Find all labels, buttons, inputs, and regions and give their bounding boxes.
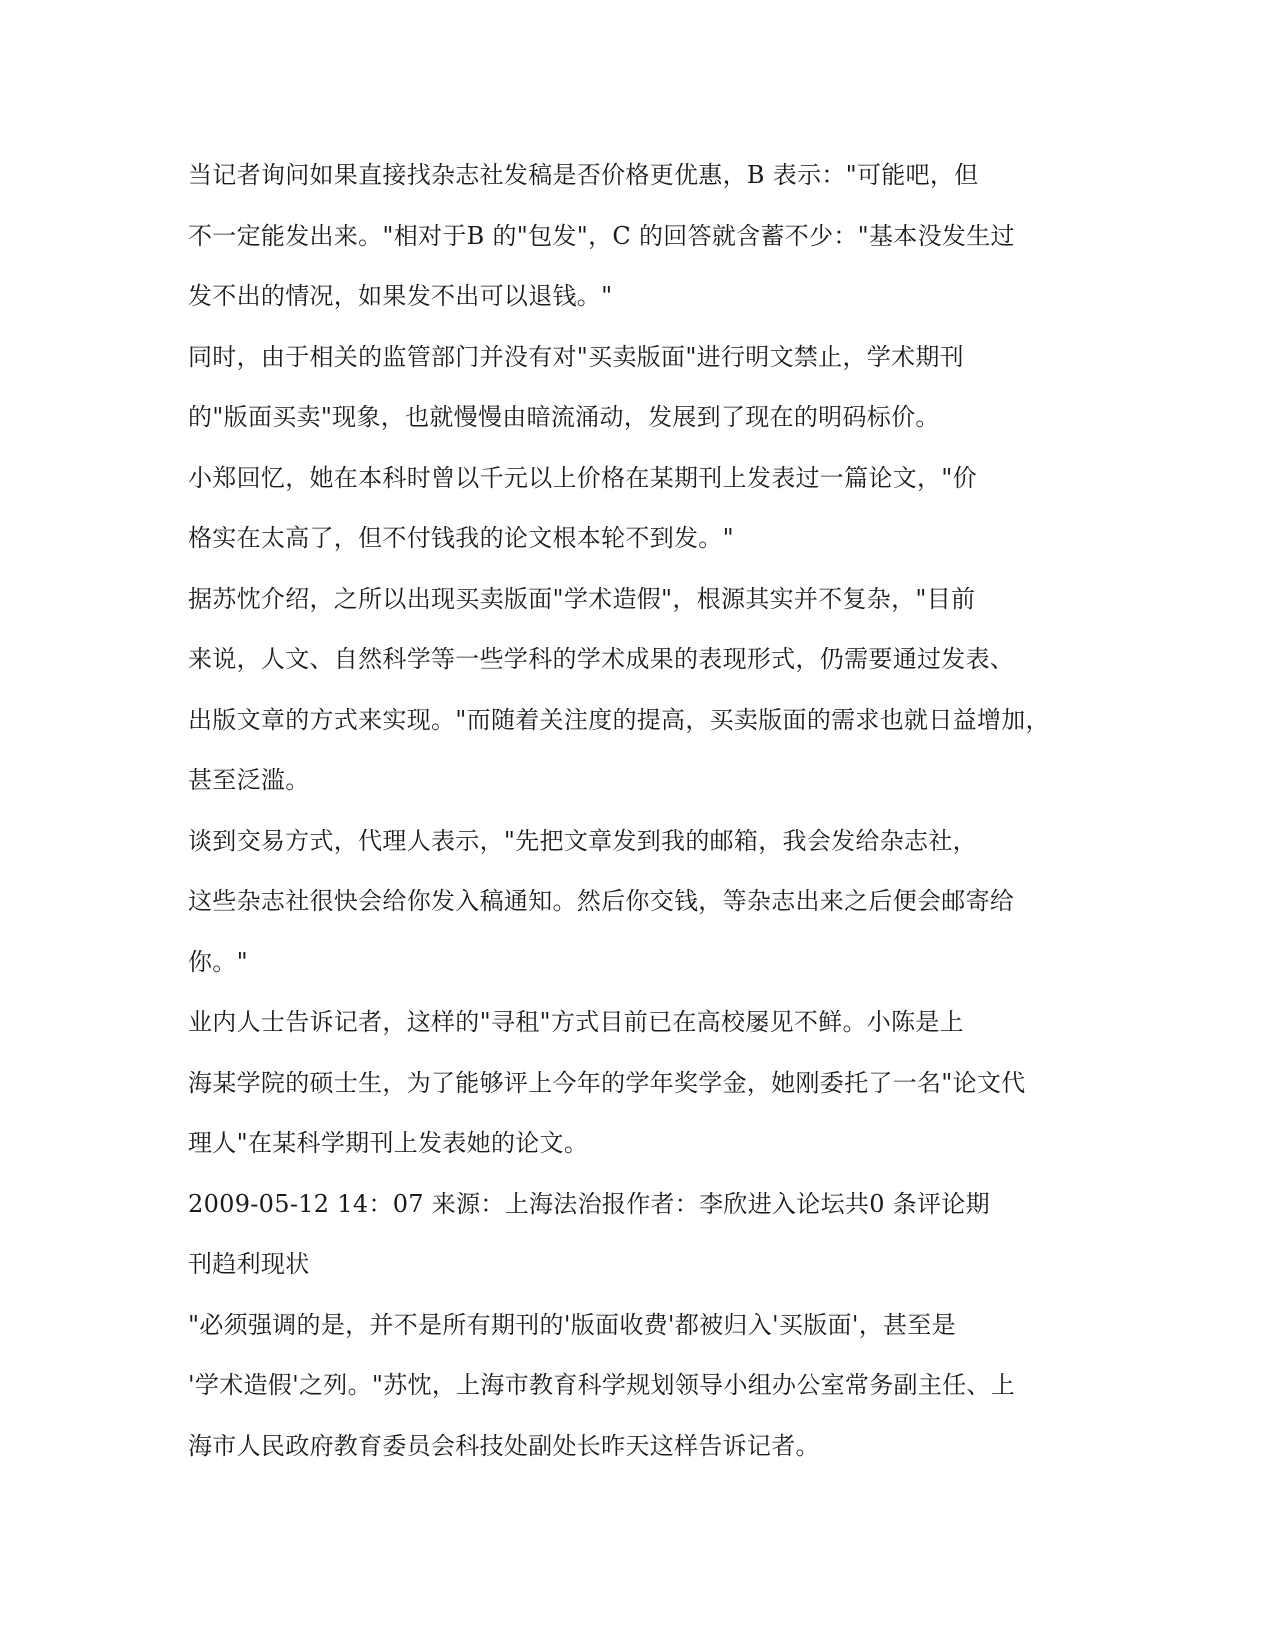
text-line: 的"版面买卖"现象，也就慢慢由暗流涌动，发展到了现在的明码标价。 bbox=[188, 403, 940, 431]
text-line: 据苏忱介绍，之所以出现买卖版面"学术造假"，根源其实并不复杂，"目前 bbox=[188, 584, 976, 613]
text-line: 同时，由于相关的监管部门并没有对"买卖版面"进行明文禁止，学术期刊 bbox=[188, 342, 964, 371]
text-line: 谈到交易方式，代理人表示，"先把文章发到我的邮箱，我会发给杂志社， bbox=[188, 826, 977, 855]
article-body bbox=[188, 145, 1088, 1476]
text-line: 海市人民政府教育委员会科技处副处长昨天这样告诉记者。 bbox=[188, 1431, 820, 1460]
text-line: 这些杂志社很快会给你发入稿通知。然后你交钱，等杂志出来之后便会邮寄给 bbox=[188, 887, 1015, 915]
section-heading: 刊趋利现状 bbox=[188, 1250, 310, 1278]
text-line: '学术造假'之列。"苏忱，上海市教育科学规划领导小组办公室常务副主任、上 bbox=[188, 1371, 1016, 1399]
text-line: 甚至泛滥。 bbox=[188, 766, 310, 794]
text-line: 不一定能发出来。"相对于B 的"包发"，C 的回答就含蓄不少："基本没发生过 bbox=[188, 221, 1015, 250]
text-line: 发不出的情况，如果发不出可以退钱。" bbox=[188, 282, 613, 310]
text-line: "必须强调的是，并不是所有期刊的'版面收费'都被归入'买版面'，甚至是 bbox=[188, 1310, 956, 1339]
text-line: 小郑回忆，她在本科时曾以千元以上价格在某期刊上发表过一篇论文，"价 bbox=[188, 463, 977, 492]
text-line: 当记者询问如果直接找杂志社发稿是否价格更优惠，B 表示："可能吧，但 bbox=[188, 161, 979, 189]
text-line: 你。" bbox=[188, 947, 248, 976]
text-line: 海某学院的硕士生，为了能够评上今年的学年奖学金，她刚委托了一名"论文代 bbox=[188, 1068, 1026, 1097]
text-line: 业内人士告诉记者，这样的"寻租"方式目前已在高校屡见不鲜。小陈是上 bbox=[188, 1008, 964, 1036]
dateline-source: 2009-05-12 14：07 来源：上海法治报作者：李欣进入论坛共0 条评论期 bbox=[188, 1189, 990, 1218]
text-line: 来说，人文、自然科学等一些学科的学术成果的表现形式，仍需要通过发表、 bbox=[188, 645, 1015, 673]
text-line: 理人"在某科学期刊上发表她的论文。 bbox=[188, 1129, 589, 1157]
text-line: 格实在太高了，但不付钱我的论文根本轮不到发。" bbox=[188, 524, 734, 552]
text-line: 出版文章的方式来实现。"而随着关注度的提高，买卖版面的需求也就日益增加， bbox=[188, 705, 1050, 734]
